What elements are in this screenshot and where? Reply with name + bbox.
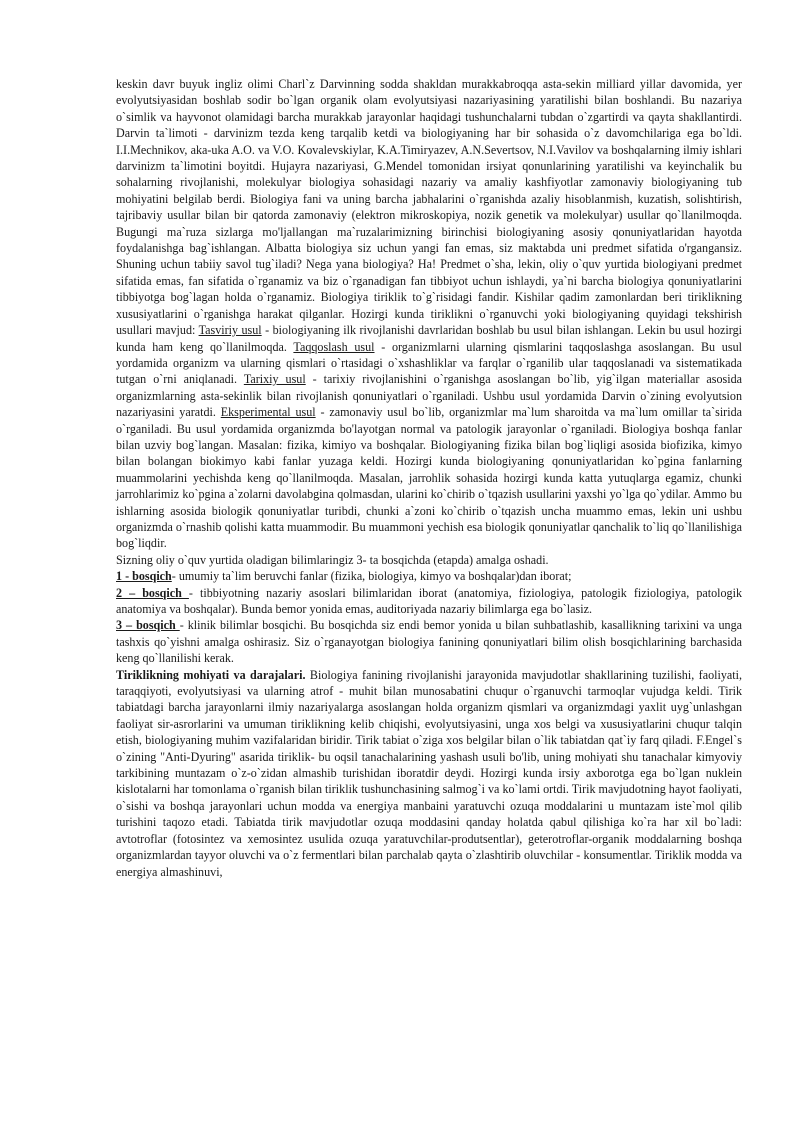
method-descriptive-text: - biologiyaning ilk rivojlanishi davrlaridan boshlab bu usul bilan ishlangan. Lekin bu usul hozirgi kunda ham keng qo`llanilmoqda. <box>116 323 742 354</box>
method-experimental-text: - zamonaviy usul bo`lib, organizmlar ma`lum sharoitda va ma`lum omillar ta`sirida o`rganiladi. Bu usul yordamida organizmda bo'layotgan normal va patologik jarayonlar o`rganiladi. Biologiya boshqa fanlar bilan uzviy bog`langan. Masalan: fizika, kimiyo va boshqalar. Biologiyaning fizika bilan bog`liqligi asosida biofizika, kimyo bilan bolangan biokimyo kabi fanlar yuzaga keldi. Hozirgi kunda biologiyaning qonuniyatlaridan ko`pgina fanlarning muammolarini yechishda keng qo`llanilmoqda. Masalan, jarrohlik sohasida hozirgi kunda katta yutuqlarga egamiz, chunki jarrohlarimiz ko`pgina a`zolarni davolabgina qolmasdan, ularini ko`chirib o`tqazish usullarini yaxshi yo`lga qo`ydilar. Ammo bu ishlarning asosida biologik qonuniyatlar turibdi, chunki a`zoni ko`chirib o`tqazish uncha muammo emas, lekin uni ushbu organizmda o`rnashib qolishi katta muammodir. Bu muammoni yechish esa biologik qonuniyatlar qanchalik to`liq qo`llanilishiga bog`liqdir. <box>116 405 742 551</box>
method-experimental-label: Eksperimental usul <box>220 405 316 420</box>
stage-1-label: 1 - bosqich <box>116 569 172 584</box>
stage-3 <box>116 617 742 666</box>
stage-2-label: 2 – bosqich <box>116 585 189 600</box>
method-comparative-label: Taqqoslash usul <box>293 339 375 354</box>
method-comparative-text: - organizmlarni ularning qismlarini taqqoslashga asoslangan. Bu usul yordamida organizm va ularning qismlari o`rtasidagi o`xshashliklar va farqlar o`rganilib ular taqqoslanadi va sistematikada tutgan o`rni aniqlanadi. <box>116 339 742 387</box>
stage-1 <box>116 568 742 584</box>
method-historical-label: Tarixiy usul <box>243 372 306 387</box>
paragraph-essence <box>116 667 742 880</box>
document-page <box>116 76 742 880</box>
essence-text: Biologiya fanining rivojlanishi jarayonida mavjudotlar shakllarining tuzilishi, faoliyati, taraqqiyoti, evolyutsiyasi va ularning atrof - muhit bilan munosabatini chuqur o`rganuvchi tarmoqlar vujudga keldi. Tirik tabiatdagi barcha jarayonlarni ilmiy nazariyalarga asoslangan holda organizm qismlari va organizmdagi yaxlit uyg`unlashgan faoliyat sir-asrorlarini va umuman tiriklikning kelib chiqishi, evolyutsiyasini, unga xos belgi va xususiyatlarini chuqur talqin etish, biologiyaning muhim vazifalaridan biridir. Tirik tabiat o`ziga xos belgilar bilan o`lik tabiatdan qat`iy farq qiladi. F.Engel`s o`zining "Anti-Dyuring" asarida tiriklik- bu oqsil tanachalarining yashash usuli bo'lib, uning mohiyati shu tanachalar kimyoviy tarkibining muntazam o`z-o`zidan almashib turishidan iboratdir deydi. Hozirgi kunda irsiy axborotga ega bo`lgan nuklein kislotalarni har tomonlama o`rganish bilan tiriklik tushunchasining salmog`i va ko`lami ortdi. Tirik mavjudotning hayot faoliyati, o`sishi va boshqa jarayonlari uchun modda va energiya manbaini yaratuvchi ozuqa moddalarini u muntazam iste`mol qilib turishini taqozo etadi. Tabiatda tirik mavjudotlar ozuqa moddasini qanday holatda qabul qilishiga ko`ra har xil bo`ladi: avtotroflar (fotosintez va xemosintez usulida ozuqa yaratuvchilar-produtsentlar), geterotroflar-organik moddalarning boshqa organizmlardan tayyor oluvchi va o`z fermentlari bilan parchalab qayta o`zlashtirib oluvchilar - konsumentlar. Tiriklik modda va energiya almashinuvi, <box>116 667 742 879</box>
intro-text: keskin davr buyuk ingliz olimi Charl`z Darvinning sodda shakldan murakkabroqqa asta-sekin milliard yillar davomida, yer evolyutsiyasidan boshlab sodir bo`lgan organik olam evolyutsiyasi nazariyasining yaratilishi bilan boshlandi. Bu nazariya o`simlik va hayvonot olamidagi barcha murakkab jarayonlar haqidagi tushunchalarni tubdan o`zgartirdi va qayta shakllantirdi. Darvin ta`limoti - darvinizm tezda keng tarqalib ketdi va biologiyaning har bir sohasida o`z davomchilariga ega bo`ldi. I.I.Mechnikov, aka-uka A.O. va V.O. Kovalevskiylar, K.A.Timiryazev, A.N.Severtsov, N.I.Vavilov va boshqalarning ilmiy ishlari darvinizm ta`limotini boyitdi. Hujayra nazariyasi, G.Mendel tomonidan irsiyat qonunlarining yaratilishi va keyinchalik bu sohalarning rivojlanishi, molekulyar biologiya sohasidagi nazariy va amaliy kashfiyotlar zamonaviy biologiyaning tub mohiyatini belgilab berdi. Biologiya fani va uning barcha jabhalarini o`rganishda azaliy hisoblanmish, kuzatish, solishtirish, tajribaviy usullar bilan bir qatorda zamonaviy (elektron mikroskopiya, nozik genetik va molekulyar) usullar qo`llanilmoqda. Bugungi ma`ruza sizlarga mo'ljallangan ma`ruzalarimizning birinchisi biologiyaning asosiy qonuniyatlaridan hayotda foydalanishga bag`ishlangan. Albatta biologiya siz uchun yangi fan emas, siz maktabda uni predmet sifatida o'rgangansiz. Shuning uchun tabiiy savol tug`iladi? Nega yana biologiya? Ha! Predmet o`sha, lekin, oliy o`quv yurtida biologiyani predmet sifatida emas, fan sifatida o`rganamiz va biz o`rganadigan fan tibbiyot uchun ishlaydi, ya`ni barcha biologiya qonuniyatlarini tibbiyotga bog`lagan holda o`rganamiz. Biologiya tiriklik to`g`risidagi fandir. Kishilar qadim zamonlardan beri tiriklikning xususiyatlarini o`rganishga harakat qilganlar. Hozirgi kunda tiriklikni o`rganuvchi yoki biologiyaning quyidagi tekshirish usullari mavjud: <box>116 77 742 338</box>
stage-3-label: 3 – bosqich <box>116 618 180 633</box>
stage-3-text: - klinik bilimlar bosqichi. Bu bosqichda siz endi bemor yonida u bilan suhbatlashib, kasallikning tarixini va unga tashxis qo`yishni amalga oshirasiz. Siz o`rganayotgan biologiya fanining qonuniyatlari bilim olish bosqichlarining barchasida keng qo`llanilishi kerak. <box>116 618 742 666</box>
section-heading: Tiriklikning mohiyati va darajalari. <box>116 667 306 682</box>
stage-2 <box>116 585 742 618</box>
method-descriptive-label: Tasviriy usul <box>198 323 262 338</box>
stage-1-text: - umumiy ta`lim beruvchi fanlar (fizika, biologiya, kimyo va boshqalar)dan iborat; <box>171 569 572 584</box>
method-historical-text: - tarixiy rivojlanishini o`rganishga asoslangan bo`lib, yig`ilgan materiallar asosida organizmlarning asta-sekinlik bilan rivojlanish qonuniyatlari o`rganiladi. Ushbu usul yordamida Darvin o`zining evolyutsion nazariyasini yaratdi. <box>116 372 743 420</box>
paragraph-stages-intro: Sizning oliy o`quv yurtida oladigan bilimlaringiz 3- ta bosqichda (etapda) amalga oshadi. <box>116 552 549 567</box>
stage-2-text: - tibbiyotning nazariy asoslari bilimlaridan iborat (anatomiya, fiziologiya, patologik fiziologiya, patologik anatomiya va boshqalar). Bunda bemor yonida emas, auditoriyada nazariy bilimlarga ega bo`lasiz. <box>116 585 742 616</box>
paragraph-intro <box>116 76 742 552</box>
